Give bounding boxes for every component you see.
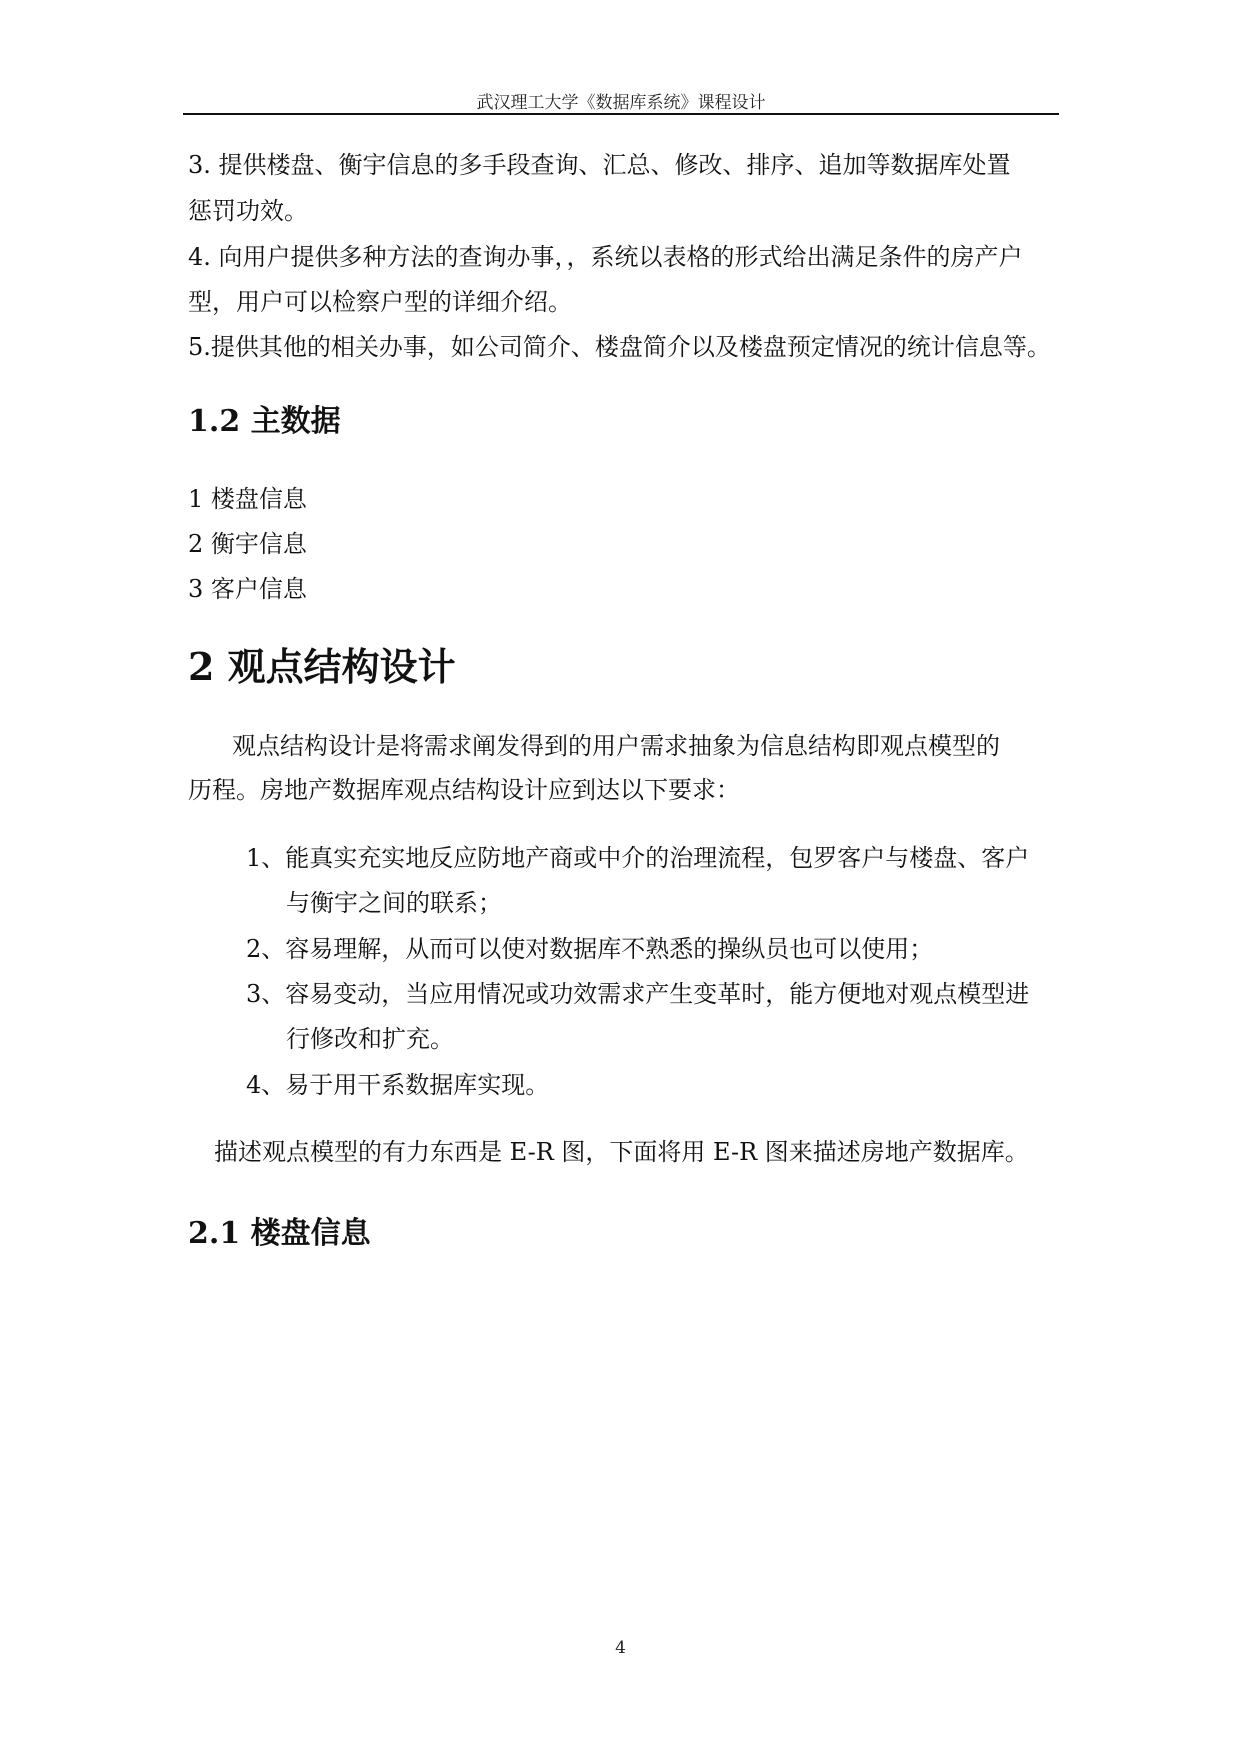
chapter-heading-2: 2 观点结构设计 — [188, 644, 456, 689]
intro-item-4: 4. 向用户提供多种方法的查询办事，，系统以表格的形式给出满足条件的房产户 — [188, 243, 1023, 271]
section-heading-2-1: 2.1 楼盘信息 — [188, 1216, 371, 1251]
header-rule — [183, 113, 1059, 115]
running-header: 武汉理工大学《数据库系统》课程设计 — [476, 93, 766, 113]
requirement-2: 2、容易理解，从而可以使对数据库不熟悉的操纵员也可以使用； — [246, 935, 934, 963]
concept-paragraph-line-2: 历程。房地产数据库观点结构设计应到达以下要求： — [188, 776, 740, 804]
requirement-3-cont: 行修改和扩充。 — [286, 1025, 454, 1053]
main-data-item-3: 3 客户信息 — [188, 575, 307, 603]
intro-item-3: 3. 提供楼盘、衡宇信息的多手段查询、汇总、修改、排序、追加等数据库处置 — [188, 151, 1011, 179]
requirement-4: 4、易于用干系数据库实现。 — [246, 1071, 550, 1099]
er-diagram-intro: 描述观点模型的有力东西是 E-R 图，下面将用 E-R 图来描述房地产数据库。 — [214, 1138, 1029, 1166]
intro-item-4-cont: 型，用户可以检察户型的详细介绍。 — [188, 288, 572, 316]
main-data-item-1: 1 楼盘信息 — [188, 485, 307, 513]
main-data-item-2: 2 衡宇信息 — [188, 530, 307, 558]
concept-paragraph-line-1: 观点结构设计是将需求阐发得到的用户需求抽象为信息结构即观点模型的 — [232, 732, 1000, 760]
intro-item-5: 5.提供其他的相关办事，如公司简介、楼盘简介以及楼盘预定情况的统计信息等。 — [188, 333, 1051, 361]
requirement-1: 1、能真实充实地反应防地产商或中介的治理流程，包罗客户与楼盘、客户 — [246, 844, 1030, 872]
section-heading-1-2: 1.2 主数据 — [188, 404, 341, 439]
intro-item-3-cont: 惩罚功效。 — [188, 197, 308, 225]
requirement-3: 3、容易变动，当应用情况或功效需求产生变革时，能方便地对观点模型进 — [246, 980, 1030, 1008]
page-number: 4 — [615, 1638, 626, 1658]
requirement-1-cont: 与衡宇之间的联系； — [286, 889, 502, 917]
